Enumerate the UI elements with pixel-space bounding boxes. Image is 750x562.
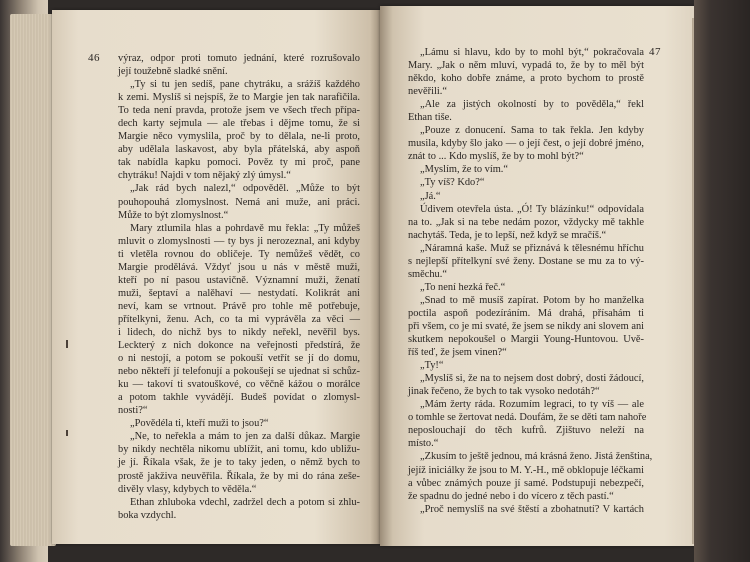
text-line: „Ale za jistých okolností by to pověděla,“ řekl (420, 99, 644, 111)
text-line: poctila aspoň podezíráním. Má drahá, přísahám ti (408, 307, 644, 319)
text-line: „To není hezká řeč.“ (420, 281, 506, 293)
text-line: aby udělala laskavost, aby byla přátelská, aby aspoň (118, 144, 360, 156)
text-line: její toužebně sladké snění. (118, 66, 228, 78)
left-page-text (118, 52, 360, 522)
page-stack-left (10, 14, 56, 546)
text-line: „Ty!“ (420, 360, 444, 372)
text-line: mluvit o zlomyslnosti — ty bys ji nerozeznal, ani kdyby (118, 235, 360, 247)
text-line: někdo, koho dobře známe, a proto bychom to prostě (408, 73, 644, 85)
text-line: kteří po ní pasou ustavičně. Významní muži, ženatí (118, 274, 360, 286)
text-line: Margie prodělává. Vždyť jsou u nás v městě muži, (118, 261, 360, 273)
text-line: na to. „Jak si na tebe nedám pozor, vždycky mě takhle (408, 216, 644, 228)
text-line: „Myslíš si, že na to nejsem dost dobrý, dosti žádoucí, (420, 373, 644, 385)
text-line: dech karty sejmula — ale třebas i dějme tomu, že si (118, 118, 360, 130)
text-line: „Pouze z donucení. Sama to tak řekla. Jen kdyby (420, 125, 644, 137)
text-line: Může to být zlomyslnost.“ (118, 209, 229, 221)
margin-mark (66, 340, 68, 348)
text-line: že spadnu do jedné nebo i do vícero z těch pastí.“ (408, 490, 614, 502)
text-line: Mary. „Jak o něm mluví, vypadá to, že by to měl být (408, 60, 644, 72)
text-line: je jí. Říkala však, že je to taky jeden, o němž bych to (118, 457, 360, 469)
text-line: nevěřili.“ (408, 86, 447, 98)
book-edge-right (694, 0, 750, 562)
text-line: směchu.“ (408, 268, 447, 280)
text-line: „Ty víš? Kdo?“ (420, 177, 485, 189)
text-line: „Snad to mě musíš zapírat. Potom by ho manželka (420, 294, 644, 306)
text-line: pouhopouhá zlomyslnost. Nemá ani muže, ani práci. (118, 196, 360, 208)
text-line: nachytáš. Teda, je to lepší, než když se mračíš.“ (408, 229, 607, 241)
text-line: Ethan tiše. (408, 112, 452, 124)
margin-mark (66, 430, 68, 436)
text-line: neposlouchají do těch kufrů. Zjištuvo neleží na (408, 425, 644, 437)
text-line: „Ne, to neřekla a mám to jen za další důkaz. Margie (130, 431, 360, 443)
text-line: nebo někteří jí telefonují a pokoušejí se ujednat si schůz- (118, 366, 360, 378)
text-line: muži, šeptaví a nalěhaví — nestydatí. Kolikrát ani (118, 287, 360, 299)
text-line: To teda není pravda, protože jsem ve všech třech přípa- (118, 105, 360, 117)
text-line: by nikdy nechtěla nikomu ublížit, ani tomu, kdo ubližu- (118, 444, 360, 456)
text-line: „Já.“ (420, 190, 441, 202)
text-line: „Mám žerty ráda. Rozumím legraci, to ty víš — ale (420, 399, 644, 411)
text-line: divěly vlasy, kdybych to věděla.“ (118, 483, 257, 495)
text-line: znát to ... Kdo myslíš, že by to mohl být?“ (408, 151, 584, 163)
text-line: nosti?“ (118, 405, 148, 417)
text-line: tak nabídla kapku pomoci. Pověz ty mi proč, pane (118, 157, 360, 169)
text-line: při všem, co je mi svaté, že jsem se nikdy ani slovem ani (408, 320, 645, 332)
text-line: Margie něco vymyslila, proč by to dělala, ne-li proto, (118, 131, 360, 143)
text-line: o ni nestojí, a potom se pokouší vetřít se jí do domu, (118, 353, 360, 365)
text-line: „Proč nemyslíš na své štěstí a zbohatnutí? V kartách (420, 503, 644, 515)
text-line: boka vzdychl. (118, 509, 177, 521)
text-line: výraz, odpor proti tomuto jednání, které rozrušovalo (118, 53, 360, 64)
text-line: neví, kam se vrtnout. Právě pro tohle mě potřebuje, (118, 300, 360, 312)
text-line: prostě jakživa neuvěřila. Říkala, že by mi do rána zeše- (118, 470, 360, 482)
text-line: ti vletěla rovnou do obličeje. Ty nemůžeš vědět, co (118, 248, 360, 260)
text-line: „Jak rád bych nalezl,“ odpověděl. „Může to být (130, 183, 360, 195)
text-line: říš teď, že jsem vinen?“ (408, 347, 507, 359)
text-line: musila, kdyby šlo jako — o její čest, o její dobré jméno, (408, 138, 644, 150)
text-line: „Lámu si hlavu, kdo by to mohl být,“ pokračovala (420, 47, 644, 58)
text-line: s nejlepší přítelkyní své ženy. Dostane se mu za to vý- (408, 255, 644, 267)
text-line: „Zkusím to ještě jednou, má krásná ženo. Jistá ženština, (420, 451, 653, 463)
text-line: o tomhle se žertovat nedá. Doufám, že se děti tam nahoře (408, 412, 647, 424)
page-number-right: 47 (649, 46, 661, 58)
text-line: ku — takoví ti svatouškové, co věčně kážou o morálce (118, 379, 360, 391)
text-line: „Povědéla ti, kteří muži to jsou?“ (130, 418, 269, 430)
text-line: přítelkyni, ženu. Ach, co ta mi vyprávěla za věci — (118, 313, 360, 325)
text-line: a potom takhle vyvádějí. Budeš povídat o zlomysl- (118, 392, 360, 404)
text-line: i lidech, do nichž bys to nikdy neřekl, nevěřil bys. (118, 326, 360, 338)
text-line: k zemi. Myslíš si nejspíš, že to Margie jen tak narafičila. (118, 92, 360, 104)
text-line: Ethan zhluboka vdechl, zadržel dech a potom si zhlu- (130, 496, 360, 508)
text-line: „Myslím, že to vím.“ (420, 164, 509, 176)
right-page-text (408, 46, 653, 516)
text-line: jinak řečeno, že bych to tak vysoko nedotáh?“ (408, 386, 600, 398)
text-line: „Ty si tu jen sedíš, pane chytráku, a srážíš každého (130, 79, 360, 91)
text-line: jejíž iniciálky že jsou to M. Y.-H., mě obklopuje léčkami (408, 464, 644, 476)
text-line: skutkem nepokoušel o Margii Young-Huntovou. Uvě- (408, 334, 644, 346)
text-line: Mary ztlumila hlas a pohrdavě mu řekla: „Ty můžeš (130, 222, 360, 234)
text-line: místo.“ (408, 438, 439, 450)
page-number-left: 46 (88, 52, 100, 64)
text-line: a vůbec známých pouze jí samé. Podstupuji nebezpečí, (408, 477, 644, 489)
text-line: Leckterý z nich dokonce na veřejnosti předstírá, že (118, 340, 360, 352)
text-line: chytráku! Najdi v tom nějaký zlý úmysl.“ (118, 170, 291, 182)
text-line: „Náramná kaše. Muž se přiznává k tělesnému hříchu (420, 242, 644, 254)
text-line: Údivem otevřela ústa. „Ó! Ty blázínku!“ odpovídala (420, 203, 644, 215)
